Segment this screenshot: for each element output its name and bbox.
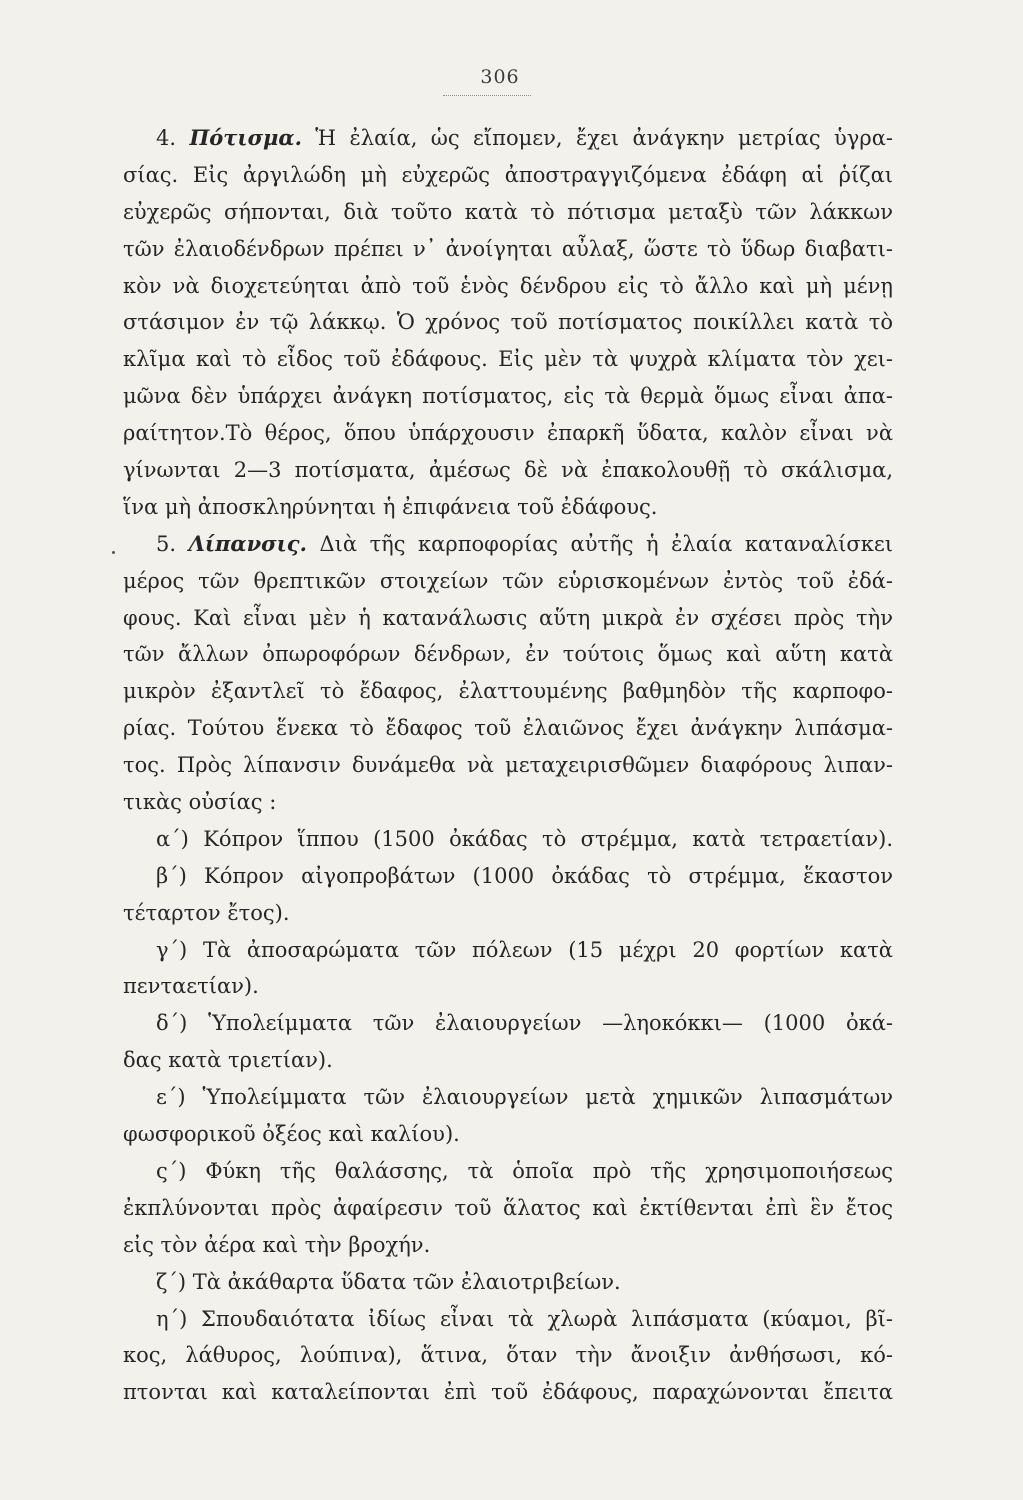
body-text [123,120,893,1411]
text-line [123,1116,893,1153]
section-heading: Πότισμα. [189,125,302,150]
line-text: πενταετίαν). [123,974,259,999]
line-text: β΄) Κόπρον αἰγοπροβάτων (1000 ὀκάδας τὸ στρέμμα, ἕκαστον [156,863,893,888]
line-text: τέταρτον ἔτος). [123,900,290,925]
line-text: δ΄) Ὑπολείμματα τῶν ἐλαιουργείων —ληοκόκκι— (1000 ὀκά- [156,1011,893,1036]
text-line [123,932,893,969]
text-line [123,378,893,415]
line-text: ραίτητον.Τὸ θέρος, ὅπου ὑπάρχουσιν ἐπαρκῆ ὕδατα, καλὸν εἶναι νὰ [123,421,893,446]
text-line [123,895,893,932]
margin-mark [112,551,115,554]
page-number: 306 [480,66,520,88]
text-line [123,268,893,305]
line-text: γ΄) Τὰ ἀποσαρώματα τῶν πόλεων (15 μέχρι 20 φορτίων κατὰ [156,937,893,962]
text-line [123,489,893,526]
line-text: τος. Πρὸς λίπανσιν δυνάμεθα νὰ μεταχειρισθῶμεν διαφόρους λιπαν- [123,753,893,778]
text-line [123,1337,893,1374]
line-text: μικρὸν ἐξαντλεῖ τὸ ἔδαφος, ἐλαττουμένης βαθμηδὸν τῆς καρποφο- [123,679,893,704]
line-text: Διὰ τῆς καρποφορίας αὐτῆς ἡ ἐλαία καταναλίσκει [319,531,893,556]
text-line [123,600,893,637]
text-line [123,1153,893,1190]
line-text: σίας. Εἰς ἀργιλώδη μὴ εὐχερῶς ἀποστραγγιζόμενα ἐδάφη αἱ ῥίζαι [123,162,893,187]
text-line [123,194,893,231]
text-line [123,1301,893,1338]
text-line [123,452,893,489]
line-text: κος, λάθυρος, λούπινα), ἅτινα, ὅταν τὴν ἄνοιξιν ἀνθήσωσι, κό- [123,1343,893,1368]
text-line [123,1227,893,1264]
line-text: ε΄) Ὑπολείμματα τῶν ἐλαιουργείων μετὰ χημικῶν λιπασμάτων [156,1085,893,1110]
line-text: ρίας. Τούτου ἕνεκα τὸ ἔδαφος τοῦ ἐλαιῶνος ἔχει ἀνάγκην λιπάσμα- [123,716,893,741]
text-line [123,1374,893,1411]
line-text: ς΄) Φύκη τῆς θαλάσσης, τὰ ὁποῖα πρὸ τῆς χρησιμοποιήσεως [156,1158,893,1183]
text-line [123,415,893,452]
line-text: α΄) Κόπρον ἵππου (1500 ὀκάδας τὸ στρέμμα, κατὰ τετραετίαν). [156,826,893,851]
text-line [123,341,893,378]
text-line [123,157,893,194]
line-text: ἵνα μὴ ἀποσκληρύνηται ἡ ἐπιφάνεια τοῦ ἐδάφους. [123,494,658,519]
text-line [123,636,893,673]
text-line [123,673,893,710]
text-line [123,231,893,268]
text-line [123,784,893,821]
text-line [123,821,893,858]
line-text: γίνωνται 2—3 ποτίσματα, ἀμέσως δὲ νὰ ἐπακολουθῇ τὸ σκάλισμα, [123,458,893,483]
line-text: η΄) Σπουδαιότατα ἰδίως εἶναι τὰ χλωρὰ λιπάσματα (κύαμοι, βῖ- [156,1306,893,1331]
text-line [123,304,893,341]
text-line [123,1079,893,1116]
text-line [123,710,893,747]
line-text: εὐχερῶς σήπονται, διὰ τοῦτο κατὰ τὸ πότισμα μεταξὺ τῶν λάκκων [123,199,893,224]
text-line [123,1005,893,1042]
text-line [123,1042,893,1079]
section-number: 5. [156,531,177,556]
line-text: μῶνα δὲν ὑπάρχει ἀνάγκη ποτίσματος, εἰς τὰ θερμὰ ὅμως εἶναι ἀπα- [123,384,893,409]
line-text: πτονται καὶ καταλείπονται ἐπὶ τοῦ ἐδάφους, παραχώνονται ἔπειτα [123,1380,893,1405]
line-text: τῶν ἐλαιοδένδρων πρέπει ν᾽ ἀνοίγηται αὖλαξ, ὥστε τὸ ὕδωρ διαβατι- [123,236,893,261]
text-line [123,563,893,600]
text-line [123,747,893,784]
line-text: μέρος τῶν θρεπτικῶν στοιχείων τῶν εὑρισκομένων ἐντὸς τοῦ ἐδά- [123,568,893,593]
section-heading: Λίπανσις. [188,530,307,556]
line-text: Ἡ ἐλαία, ὡς εἴπομεν, ἔχει ἀνάγκην μετρίας ὑγρα- [315,126,893,150]
section-number: 4. [156,126,177,150]
line-text: στάσιμον ἐν τῷ λάκκῳ. Ὁ χρόνος τοῦ ποτίσματος ποικίλλει κατὰ τὸ [123,310,893,335]
text-line [123,120,893,157]
line-text: ζ΄) Τὰ ἀκάθαρτα ὕδατα τῶν ἐλαιοτριβείων. [156,1269,621,1294]
text-line [123,968,893,1005]
line-text: δας κατὰ τριετίαν). [123,1048,333,1073]
text-line [123,858,893,895]
line-text: κλῖμα καὶ τὸ εἶδος τοῦ ἐδάφους. Εἰς μὲν τὰ ψυχρὰ κλίματα τὸν χει- [123,347,893,372]
line-text: τῶν ἄλλων ὀπωροφόρων δένδρων, ἐν τούτοις ὅμως καὶ αὕτη κατὰ [123,642,893,667]
page-number-rule [443,95,531,96]
line-text: φους. Καὶ εἶναι μὲν ἡ κατανάλωσις αὕτη μικρὰ ἐν σχέσει πρὸς τὴν [123,605,893,630]
line-text: ἐκπλύνονται πρὸς ἀφαίρεσιν τοῦ ἅλατος καὶ ἐκτίθενται ἐπὶ ἓν ἔτος [123,1195,893,1220]
line-text: τικὰς οὐσίας : [123,790,277,815]
text-line [123,1264,893,1301]
line-text: κὸν νὰ διοχετεύηται ἀπὸ τοῦ ἑνὸς δένδρου εἰς τὸ ἄλλο καὶ μὴ μένῃ [123,273,893,298]
line-text: εἰς τὸν ἀέρα καὶ τὴν βροχήν. [123,1232,431,1257]
line-text: φωσφορικοῦ ὀξέος καὶ καλίου). [123,1122,460,1147]
text-line [123,526,893,563]
text-line [123,1190,893,1227]
